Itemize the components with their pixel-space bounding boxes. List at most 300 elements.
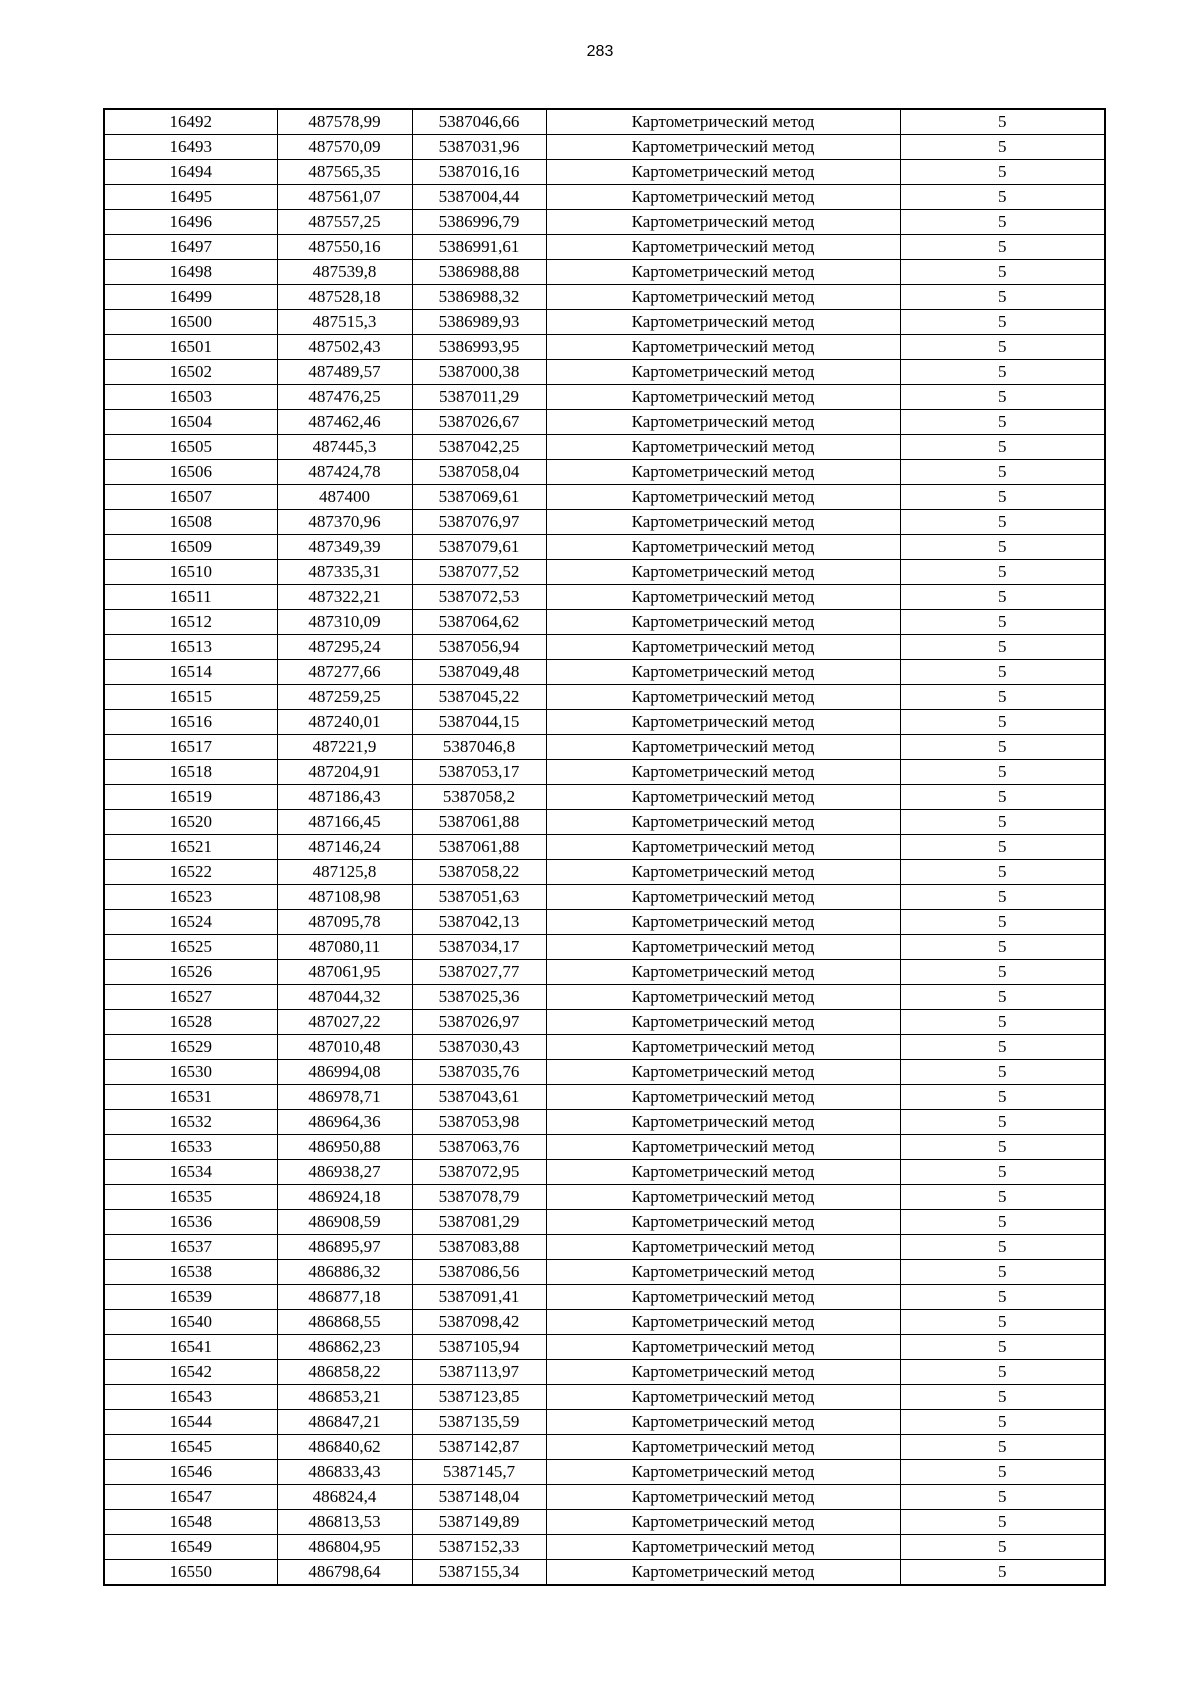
table-row [104,1410,1105,1435]
x-coordinate-cell: 487502,43 [277,335,412,360]
method-cell: Картометрический метод [546,660,900,685]
point-number-cell: 16494 [104,160,277,185]
y-coordinate-cell: 5386989,93 [412,310,546,335]
x-coordinate-cell: 486824,4 [277,1485,412,1510]
accuracy-cell: 5 [900,285,1105,310]
table-row [104,510,1105,535]
x-coordinate-cell: 487578,99 [277,109,412,135]
table-row [104,860,1105,885]
table-row [104,1485,1105,1510]
point-number-cell: 16518 [104,760,277,785]
accuracy-cell: 5 [900,1260,1105,1285]
method-cell: Картометрический метод [546,160,900,185]
point-number-cell: 16496 [104,210,277,235]
y-coordinate-cell: 5387053,98 [412,1110,546,1135]
point-number-cell: 16528 [104,1010,277,1035]
table-row [104,810,1105,835]
x-coordinate-cell: 486895,97 [277,1235,412,1260]
x-coordinate-cell: 486908,59 [277,1210,412,1235]
point-number-cell: 16543 [104,1385,277,1410]
x-coordinate-cell: 487335,31 [277,560,412,585]
method-cell: Картометрический метод [546,1385,900,1410]
method-cell: Картометрический метод [546,135,900,160]
table-row [104,735,1105,760]
x-coordinate-cell: 486813,53 [277,1510,412,1535]
accuracy-cell: 5 [900,1135,1105,1160]
y-coordinate-cell: 5387083,88 [412,1235,546,1260]
accuracy-cell: 5 [900,610,1105,635]
table-row [104,910,1105,935]
table-row [104,885,1105,910]
y-coordinate-cell: 5387061,88 [412,835,546,860]
point-number-cell: 16539 [104,1285,277,1310]
accuracy-cell: 5 [900,1035,1105,1060]
table-row [104,135,1105,160]
y-coordinate-cell: 5387011,29 [412,385,546,410]
y-coordinate-cell: 5386996,79 [412,210,546,235]
table-row [104,1260,1105,1285]
point-number-cell: 16540 [104,1310,277,1335]
table-row [104,1010,1105,1035]
y-coordinate-cell: 5387064,62 [412,610,546,635]
y-coordinate-cell: 5387078,79 [412,1185,546,1210]
method-cell: Картометрический метод [546,985,900,1010]
x-coordinate-cell: 487528,18 [277,285,412,310]
y-coordinate-cell: 5386988,32 [412,285,546,310]
x-coordinate-cell: 487349,39 [277,535,412,560]
y-coordinate-cell: 5387031,96 [412,135,546,160]
x-coordinate-cell: 487295,24 [277,635,412,660]
x-coordinate-cell: 487027,22 [277,1010,412,1035]
x-coordinate-cell: 487095,78 [277,910,412,935]
x-coordinate-cell: 487310,09 [277,610,412,635]
y-coordinate-cell: 5387081,29 [412,1210,546,1235]
method-cell: Картометрический метод [546,1535,900,1560]
accuracy-cell: 5 [900,235,1105,260]
x-coordinate-cell: 486868,55 [277,1310,412,1335]
point-number-cell: 16537 [104,1235,277,1260]
accuracy-cell: 5 [900,910,1105,935]
method-cell: Картометрический метод [546,935,900,960]
point-number-cell: 16515 [104,685,277,710]
y-coordinate-cell: 5387051,63 [412,885,546,910]
x-coordinate-cell: 487550,16 [277,235,412,260]
y-coordinate-cell: 5387044,15 [412,710,546,735]
point-number-cell: 16504 [104,410,277,435]
point-number-cell: 16521 [104,835,277,860]
x-coordinate-cell: 487221,9 [277,735,412,760]
y-coordinate-cell: 5387077,52 [412,560,546,585]
y-coordinate-cell: 5387135,59 [412,1410,546,1435]
accuracy-cell: 5 [900,360,1105,385]
y-coordinate-cell: 5387025,36 [412,985,546,1010]
y-coordinate-cell: 5387152,33 [412,1535,546,1560]
accuracy-cell: 5 [900,1410,1105,1435]
method-cell: Картометрический метод [546,610,900,635]
method-cell: Картометрический метод [546,1360,900,1385]
accuracy-cell: 5 [900,1110,1105,1135]
y-coordinate-cell: 5387043,61 [412,1085,546,1110]
method-cell: Картометрический метод [546,1235,900,1260]
y-coordinate-cell: 5386988,88 [412,260,546,285]
method-cell: Картометрический метод [546,1285,900,1310]
table-row [104,1210,1105,1235]
point-number-cell: 16514 [104,660,277,685]
point-number-cell: 16548 [104,1510,277,1535]
y-coordinate-cell: 5387155,34 [412,1560,546,1586]
x-coordinate-cell: 487565,35 [277,160,412,185]
method-cell: Картометрический метод [546,1160,900,1185]
method-cell: Картометрический метод [546,1185,900,1210]
y-coordinate-cell: 5387026,67 [412,410,546,435]
y-coordinate-cell: 5387053,17 [412,760,546,785]
accuracy-cell: 5 [900,1385,1105,1410]
y-coordinate-cell: 5387058,22 [412,860,546,885]
method-cell: Картометрический метод [546,360,900,385]
method-cell: Картометрический метод [546,1035,900,1060]
method-cell: Картометрический метод [546,785,900,810]
y-coordinate-cell: 5387123,85 [412,1385,546,1410]
method-cell: Картометрический метод [546,1110,900,1135]
x-coordinate-cell: 487080,11 [277,935,412,960]
accuracy-cell: 5 [900,210,1105,235]
accuracy-cell: 5 [900,460,1105,485]
accuracy-cell: 5 [900,1235,1105,1260]
accuracy-cell: 5 [900,710,1105,735]
method-cell: Картометрический метод [546,1085,900,1110]
method-cell: Картометрический метод [546,735,900,760]
y-coordinate-cell: 5387004,44 [412,185,546,210]
table-row [104,435,1105,460]
y-coordinate-cell: 5387030,43 [412,1035,546,1060]
y-coordinate-cell: 5387058,04 [412,460,546,485]
x-coordinate-cell: 487515,3 [277,310,412,335]
x-coordinate-cell: 487445,3 [277,435,412,460]
table-row [104,1285,1105,1310]
point-number-cell: 16522 [104,860,277,885]
point-number-cell: 16542 [104,1360,277,1385]
y-coordinate-cell: 5387035,76 [412,1060,546,1085]
x-coordinate-cell: 487044,32 [277,985,412,1010]
point-number-cell: 16509 [104,535,277,560]
table-row [104,935,1105,960]
table-row [104,1060,1105,1085]
y-coordinate-cell: 5387058,2 [412,785,546,810]
accuracy-cell: 5 [900,1510,1105,1535]
table-row [104,1385,1105,1410]
table-row [104,1185,1105,1210]
x-coordinate-cell: 487259,25 [277,685,412,710]
x-coordinate-cell: 487186,43 [277,785,412,810]
method-cell: Картометрический метод [546,535,900,560]
table-row [104,1510,1105,1535]
x-coordinate-cell: 486833,43 [277,1460,412,1485]
point-number-cell: 16497 [104,235,277,260]
table-row [104,1335,1105,1360]
table-row [104,1435,1105,1460]
method-cell: Картометрический метод [546,1410,900,1435]
table-row [104,210,1105,235]
accuracy-cell: 5 [900,560,1105,585]
x-coordinate-cell: 487539,8 [277,260,412,285]
point-number-cell: 16534 [104,1160,277,1185]
y-coordinate-cell: 5387105,94 [412,1335,546,1360]
method-cell: Картометрический метод [546,435,900,460]
method-cell: Картометрический метод [546,485,900,510]
accuracy-cell: 5 [900,1185,1105,1210]
table-row [104,785,1105,810]
table-row [104,1360,1105,1385]
method-cell: Картометрический метод [546,260,900,285]
y-coordinate-cell: 5387042,25 [412,435,546,460]
table-row [104,835,1105,860]
y-coordinate-cell: 5387063,76 [412,1135,546,1160]
coordinates-table [103,108,1106,1586]
point-number-cell: 16541 [104,1335,277,1360]
method-cell: Картометрический метод [546,109,900,135]
accuracy-cell: 5 [900,935,1105,960]
point-number-cell: 16502 [104,360,277,385]
x-coordinate-cell: 487561,07 [277,185,412,210]
x-coordinate-cell: 487557,25 [277,210,412,235]
accuracy-cell: 5 [900,260,1105,285]
method-cell: Картометрический метод [546,1210,900,1235]
y-coordinate-cell: 5387026,97 [412,1010,546,1035]
table-row [104,185,1105,210]
accuracy-cell: 5 [900,660,1105,685]
point-number-cell: 16505 [104,435,277,460]
x-coordinate-cell: 486938,27 [277,1160,412,1185]
point-number-cell: 16529 [104,1035,277,1060]
y-coordinate-cell: 5387072,53 [412,585,546,610]
y-coordinate-cell: 5387142,87 [412,1435,546,1460]
method-cell: Картометрический метод [546,1010,900,1035]
coordinates-table-body [104,109,1105,1585]
point-number-cell: 16538 [104,1260,277,1285]
point-number-cell: 16499 [104,285,277,310]
point-number-cell: 16532 [104,1110,277,1135]
accuracy-cell: 5 [900,310,1105,335]
point-number-cell: 16530 [104,1060,277,1085]
accuracy-cell: 5 [900,510,1105,535]
method-cell: Картометрический метод [546,185,900,210]
accuracy-cell: 5 [900,985,1105,1010]
accuracy-cell: 5 [900,135,1105,160]
x-coordinate-cell: 487061,95 [277,960,412,985]
point-number-cell: 16507 [104,485,277,510]
y-coordinate-cell: 5387072,95 [412,1160,546,1185]
x-coordinate-cell: 487400 [277,485,412,510]
table-row [104,560,1105,585]
method-cell: Картометрический метод [546,1460,900,1485]
method-cell: Картометрический метод [546,835,900,860]
y-coordinate-cell: 5387069,61 [412,485,546,510]
table-row [104,1085,1105,1110]
accuracy-cell: 5 [900,1485,1105,1510]
x-coordinate-cell: 487462,46 [277,410,412,435]
table-row [104,760,1105,785]
table-row [104,610,1105,635]
method-cell: Картометрический метод [546,460,900,485]
accuracy-cell: 5 [900,685,1105,710]
x-coordinate-cell: 486862,23 [277,1335,412,1360]
table-row [104,1535,1105,1560]
table-row [104,585,1105,610]
point-number-cell: 16500 [104,310,277,335]
x-coordinate-cell: 486924,18 [277,1185,412,1210]
point-number-cell: 16533 [104,1135,277,1160]
y-coordinate-cell: 5387061,88 [412,810,546,835]
point-number-cell: 16520 [104,810,277,835]
method-cell: Картометрический метод [546,335,900,360]
x-coordinate-cell: 486853,21 [277,1385,412,1410]
accuracy-cell: 5 [900,109,1105,135]
method-cell: Картометрический метод [546,285,900,310]
y-coordinate-cell: 5387079,61 [412,535,546,560]
method-cell: Картометрический метод [546,310,900,335]
table-row [104,310,1105,335]
method-cell: Картометрический метод [546,885,900,910]
method-cell: Картометрический метод [546,635,900,660]
accuracy-cell: 5 [900,1085,1105,1110]
x-coordinate-cell: 487125,8 [277,860,412,885]
point-number-cell: 16495 [104,185,277,210]
method-cell: Картометрический метод [546,1560,900,1586]
x-coordinate-cell: 486950,88 [277,1135,412,1160]
accuracy-cell: 5 [900,810,1105,835]
accuracy-cell: 5 [900,785,1105,810]
point-number-cell: 16523 [104,885,277,910]
x-coordinate-cell: 487166,45 [277,810,412,835]
y-coordinate-cell: 5387145,7 [412,1460,546,1485]
point-number-cell: 16493 [104,135,277,160]
table-row [104,660,1105,685]
point-number-cell: 16503 [104,385,277,410]
x-coordinate-cell: 486847,21 [277,1410,412,1435]
table-row [104,535,1105,560]
x-coordinate-cell: 487277,66 [277,660,412,685]
x-coordinate-cell: 487570,09 [277,135,412,160]
x-coordinate-cell: 486886,32 [277,1260,412,1285]
point-number-cell: 16547 [104,1485,277,1510]
table-row [104,1035,1105,1060]
method-cell: Картометрический метод [546,1510,900,1535]
x-coordinate-cell: 486994,08 [277,1060,412,1085]
x-coordinate-cell: 486798,64 [277,1560,412,1586]
x-coordinate-cell: 486877,18 [277,1285,412,1310]
point-number-cell: 16516 [104,710,277,735]
method-cell: Картометрический метод [546,385,900,410]
accuracy-cell: 5 [900,735,1105,760]
point-number-cell: 16525 [104,935,277,960]
table-row [104,1310,1105,1335]
x-coordinate-cell: 487489,57 [277,360,412,385]
table-row [104,1160,1105,1185]
method-cell: Картометрический метод [546,760,900,785]
table-row [104,960,1105,985]
method-cell: Картометрический метод [546,510,900,535]
y-coordinate-cell: 5387027,77 [412,960,546,985]
table-row [104,260,1105,285]
method-cell: Картометрический метод [546,1335,900,1360]
accuracy-cell: 5 [900,1060,1105,1085]
method-cell: Картометрический метод [546,960,900,985]
table-row [104,235,1105,260]
y-coordinate-cell: 5387049,48 [412,660,546,685]
method-cell: Картометрический метод [546,585,900,610]
x-coordinate-cell: 486858,22 [277,1360,412,1385]
table-row [104,1235,1105,1260]
point-number-cell: 16550 [104,1560,277,1586]
table-row [104,635,1105,660]
y-coordinate-cell: 5387045,22 [412,685,546,710]
point-number-cell: 16545 [104,1435,277,1460]
accuracy-cell: 5 [900,1460,1105,1485]
method-cell: Картометрический метод [546,685,900,710]
point-number-cell: 16508 [104,510,277,535]
y-coordinate-cell: 5387000,38 [412,360,546,385]
x-coordinate-cell: 487108,98 [277,885,412,910]
y-coordinate-cell: 5387098,42 [412,1310,546,1335]
accuracy-cell: 5 [900,1285,1105,1310]
method-cell: Картометрический метод [546,710,900,735]
table-row [104,160,1105,185]
method-cell: Картометрический метод [546,910,900,935]
y-coordinate-cell: 5387056,94 [412,635,546,660]
point-number-cell: 16527 [104,985,277,1010]
accuracy-cell: 5 [900,485,1105,510]
x-coordinate-cell: 487240,01 [277,710,412,735]
point-number-cell: 16524 [104,910,277,935]
method-cell: Картометрический метод [546,1435,900,1460]
x-coordinate-cell: 486804,95 [277,1535,412,1560]
point-number-cell: 16501 [104,335,277,360]
table-row [104,335,1105,360]
x-coordinate-cell: 487204,91 [277,760,412,785]
table-row [104,385,1105,410]
point-number-cell: 16510 [104,560,277,585]
accuracy-cell: 5 [900,585,1105,610]
y-coordinate-cell: 5387046,66 [412,109,546,135]
y-coordinate-cell: 5387086,56 [412,1260,546,1285]
method-cell: Картометрический метод [546,1310,900,1335]
table-row [104,1460,1105,1485]
point-number-cell: 16535 [104,1185,277,1210]
x-coordinate-cell: 487476,25 [277,385,412,410]
accuracy-cell: 5 [900,885,1105,910]
accuracy-cell: 5 [900,435,1105,460]
method-cell: Картометрический метод [546,1060,900,1085]
accuracy-cell: 5 [900,1335,1105,1360]
point-number-cell: 16513 [104,635,277,660]
accuracy-cell: 5 [900,835,1105,860]
table-row [104,485,1105,510]
table-row [104,985,1105,1010]
point-number-cell: 16519 [104,785,277,810]
table-row [104,1110,1105,1135]
accuracy-cell: 5 [900,185,1105,210]
method-cell: Картометрический метод [546,210,900,235]
table-row [104,285,1105,310]
point-number-cell: 16544 [104,1410,277,1435]
x-coordinate-cell: 487370,96 [277,510,412,535]
accuracy-cell: 5 [900,1560,1105,1586]
x-coordinate-cell: 487146,24 [277,835,412,860]
table-row [104,360,1105,385]
point-number-cell: 16536 [104,1210,277,1235]
accuracy-cell: 5 [900,760,1105,785]
point-number-cell: 16498 [104,260,277,285]
